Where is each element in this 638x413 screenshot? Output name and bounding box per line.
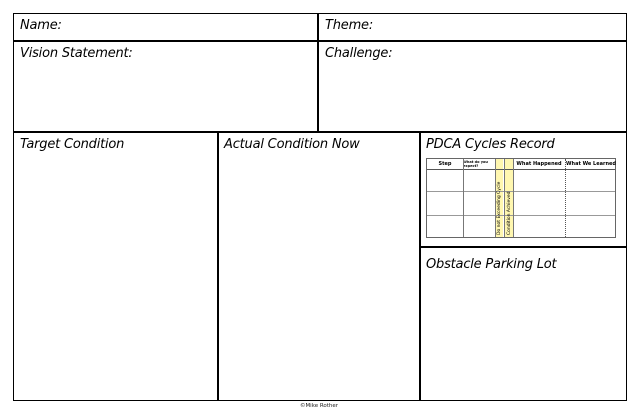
divider-header-bottom	[13, 131, 627, 133]
challenge-label: Challenge:	[325, 46, 393, 61]
pdca-header-happened: What Happened	[516, 161, 562, 167]
pdca-col-rule-4	[513, 159, 514, 237]
vision-statement-label: Vision Statement:	[20, 46, 133, 61]
divider-col-1	[217, 131, 219, 401]
divider-pdca-obstacle	[419, 246, 627, 248]
pdca-row-rule-2	[427, 215, 615, 216]
pdca-rotated-label-1: Do not Exceeding Cycle	[497, 181, 502, 235]
divider-header-middle	[317, 13, 319, 131]
pdca-row-rule-1	[427, 191, 615, 192]
copyright-footer: ©Mike Rother	[299, 403, 339, 409]
pdca-header-learned: What We Learned	[566, 161, 616, 167]
pdca-header-expect: What do you expect?	[463, 160, 488, 168]
divider-col-2	[419, 131, 421, 401]
pdca-col-rule-5	[565, 159, 566, 237]
name-label: Name:	[20, 18, 62, 33]
pdca-col-rule-3	[504, 159, 505, 237]
pdca-col-rule-1	[463, 159, 464, 237]
pdca-header-rule	[427, 169, 615, 170]
pdca-col-rule-2	[495, 159, 496, 237]
obstacle-parking-lot-label: Obstacle Parking Lot	[426, 257, 557, 272]
divider-header-row	[13, 40, 627, 42]
pdca-header-step: Step	[438, 161, 452, 167]
actual-condition-label: Actual Condition Now	[224, 137, 360, 152]
theme-label: Theme:	[325, 18, 374, 33]
pdca-cycles-table	[426, 158, 616, 238]
pdca-record-label: PDCA Cycles Record	[426, 137, 555, 152]
target-condition-label: Target Condition	[20, 137, 125, 152]
pdca-rotated-label-2: Condition Achieved	[507, 191, 512, 235]
